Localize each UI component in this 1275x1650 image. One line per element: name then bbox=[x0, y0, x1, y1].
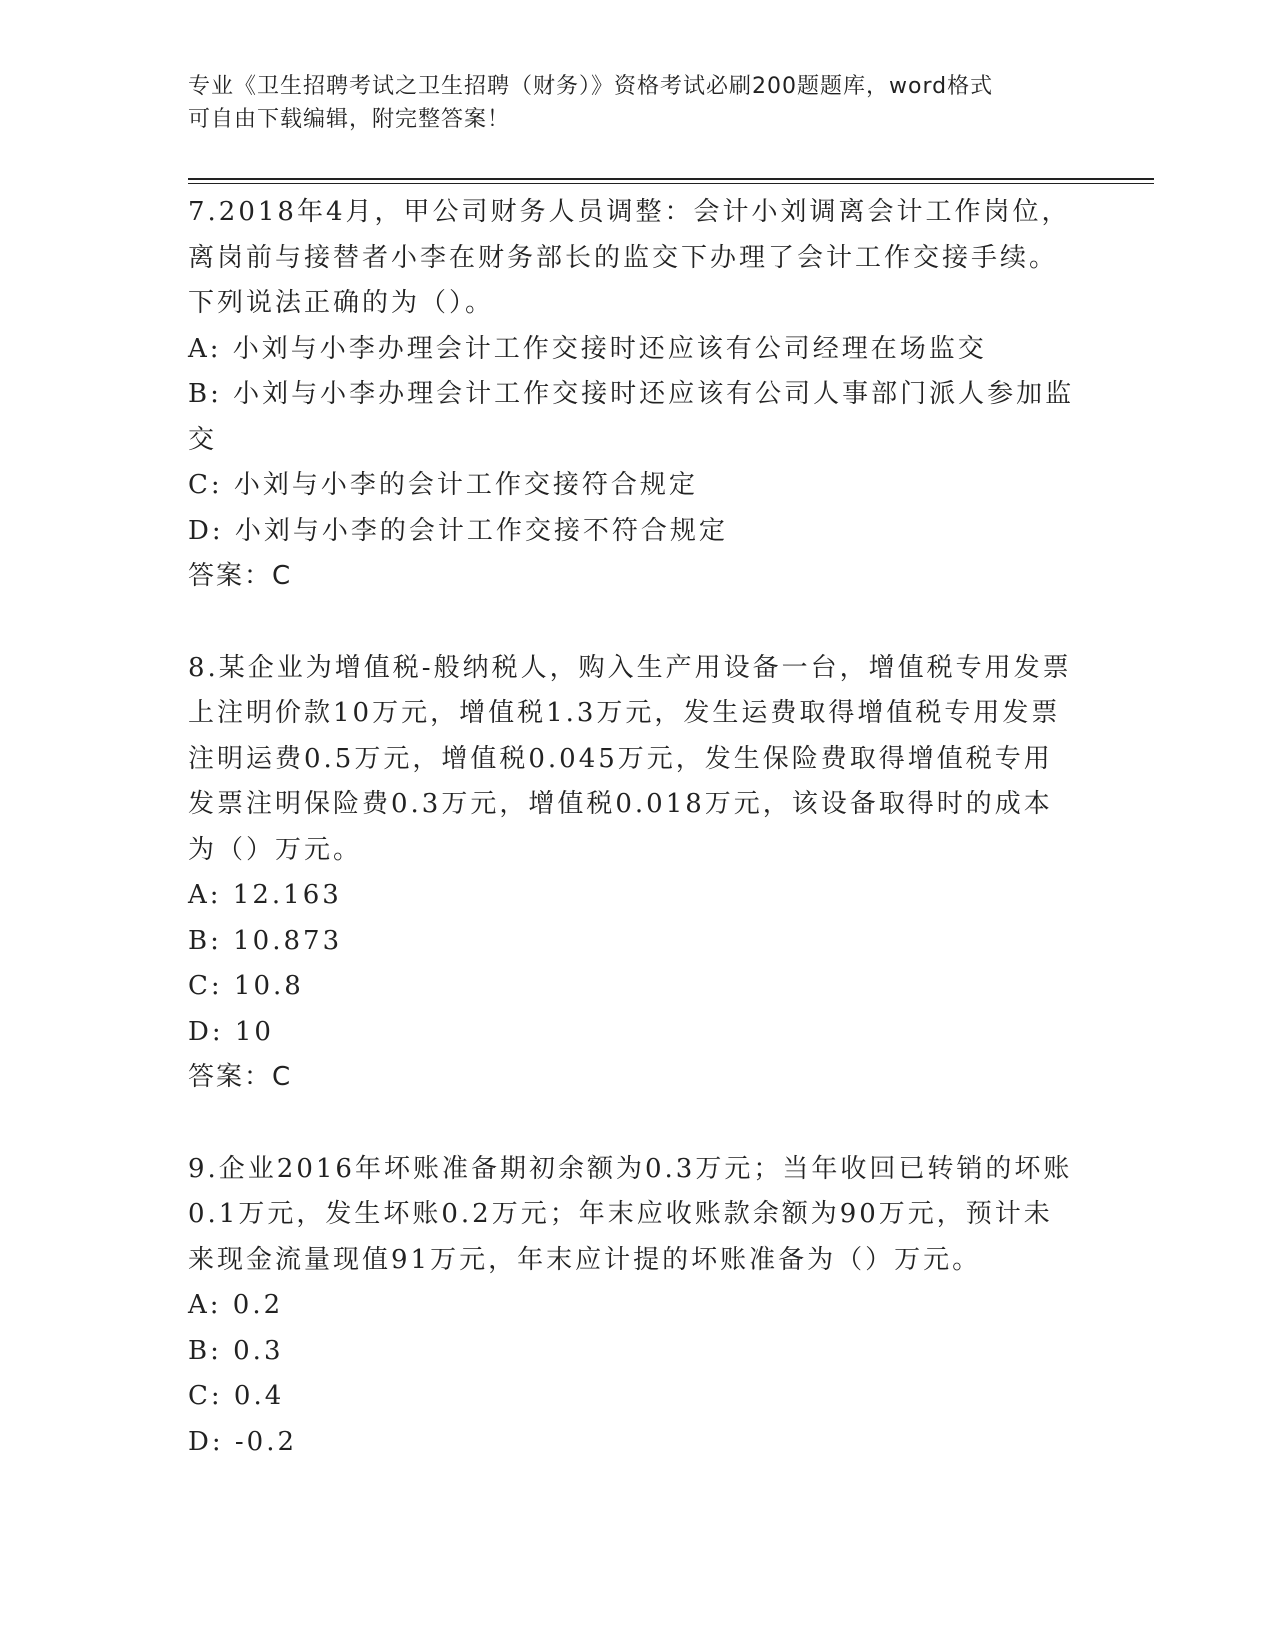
question-stem: 8.某企业为增值税-般纳税人，购入生产用设备一台，增值税专用发票上注明价款10万元，增值税1.3万元，发生运费取得增值税专用发票注明运费0.5万元，增值税0.045万元，发生保险费取得增值税专用发票注明保险费0.3万元，增值税0.018万元，该设备取得时的成本为（）万元。 bbox=[188, 652, 1072, 865]
answer-line: 答案：C bbox=[188, 561, 293, 591]
option-c: C: 0.4 bbox=[188, 1381, 285, 1411]
option-a: A: 12.163 bbox=[188, 880, 342, 910]
option-d: D: -0.2 bbox=[188, 1426, 298, 1457]
option-d: D: 小刘与小李的会计工作交接不符合规定 bbox=[188, 515, 728, 546]
document-header bbox=[188, 70, 1068, 136]
option-a: A: 小刘与小李办理会计工作交接时还应该有公司经理在场监交 bbox=[188, 333, 987, 364]
option-b: B: 0.3 bbox=[188, 1335, 284, 1366]
option-a: A: 0.2 bbox=[188, 1290, 284, 1320]
question-7 bbox=[188, 190, 1078, 600]
question-8 bbox=[188, 646, 1078, 1101]
question-stem: 9.企业2016年坏账准备期初余额为0.3万元；当年收回已转销的坏账0.1万元，发生坏账0.2万元；年末应收账款余额为90万元，预计未来现金流量现值91万元，年末应计提的坏账准备为（）万元。 bbox=[188, 1153, 1073, 1275]
option-b: B: 10.873 bbox=[188, 925, 343, 956]
header-title-line-1: 专业《卫生招聘考试之卫生招聘（财务）》资格考试必刷200题题库，word格式 bbox=[188, 74, 994, 99]
question-9 bbox=[188, 1147, 1078, 1466]
answer-line: 答案：C bbox=[188, 1062, 293, 1092]
option-d: D: 10 bbox=[188, 1016, 274, 1047]
question-stem: 7.2018年4月，甲公司财务人员调整：会计小刘调离会计工作岗位，离岗前与接替者小李在财务部长的监交下办理了会计工作交接手续。下列说法正确的为（）。 bbox=[188, 197, 1071, 318]
header-divider-thick bbox=[188, 178, 1154, 180]
header-divider-thin bbox=[188, 183, 1154, 184]
option-c: C: 10.8 bbox=[188, 971, 304, 1001]
option-c: C: 小刘与小李的会计工作交接符合规定 bbox=[188, 470, 698, 500]
question-list bbox=[188, 190, 1078, 1511]
header-title-line-2: 可自由下载编辑，附完整答案！ bbox=[188, 107, 511, 132]
option-b: B: 小刘与小李办理会计工作交接时还应该有公司人事部门派人参加监交 bbox=[188, 379, 1075, 455]
